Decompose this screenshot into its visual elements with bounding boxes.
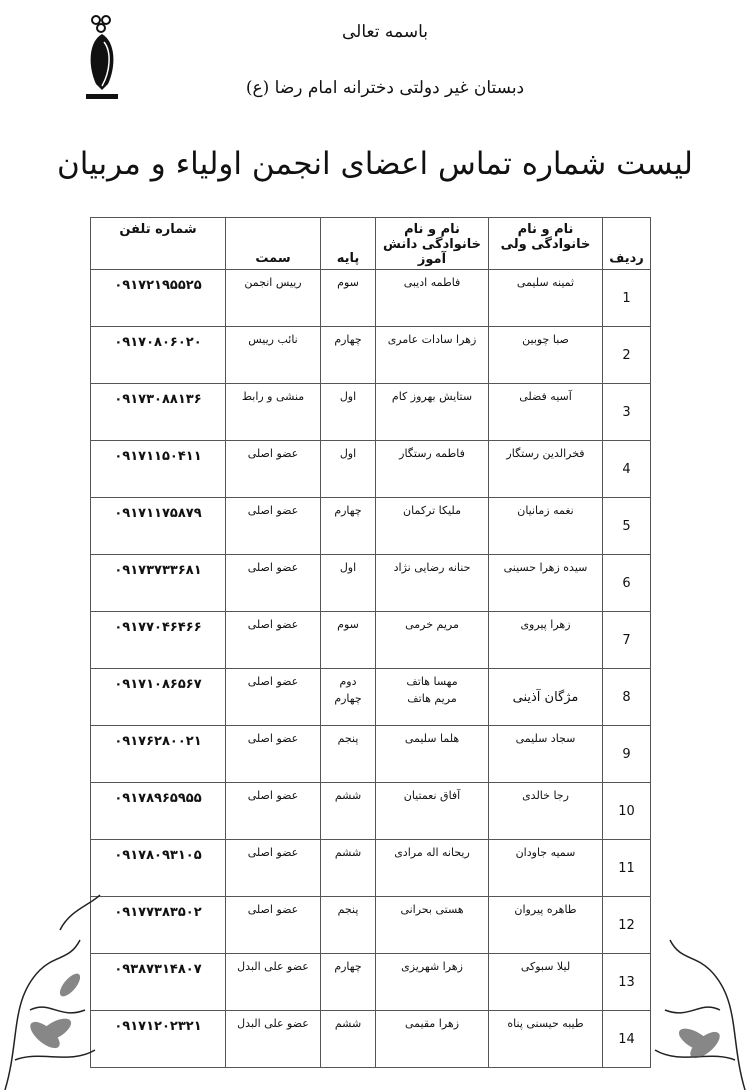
parent-name-cell bbox=[489, 783, 603, 840]
student-name-cell bbox=[376, 840, 489, 897]
table-row bbox=[91, 441, 651, 498]
parent-name-cell bbox=[489, 612, 603, 669]
row-number-cell bbox=[603, 270, 651, 327]
parent-name-cell-text: ثمینه سلیمی bbox=[516, 276, 575, 289]
student-name-cell bbox=[376, 783, 489, 840]
role-cell-text: عضو اصلی bbox=[247, 903, 299, 916]
student-name-cell-text: زهرا شهریزی bbox=[401, 960, 463, 973]
role-cell-text: منشی و رابط bbox=[241, 390, 305, 403]
student-name-cell bbox=[376, 384, 489, 441]
parent-name-cell-text: سیده زهرا حسینی bbox=[503, 561, 588, 574]
grade-cell-text: اول bbox=[339, 447, 357, 460]
grade-cell-text: ششم bbox=[334, 1017, 362, 1030]
student-name-cell bbox=[376, 498, 489, 555]
student-name-cell-text: ملیکا ترکمان bbox=[403, 504, 461, 517]
student-name-cell-text: ستایش بهروز کام bbox=[391, 390, 473, 403]
phone-cell-text: ۰۹۱۷۷۳۸۳۵۰۲ bbox=[114, 905, 202, 920]
grade-cell bbox=[321, 441, 376, 498]
role-cell-text: عضو اصلی bbox=[247, 789, 299, 802]
parent-name-cell-text: آسیه فضلی bbox=[519, 390, 572, 403]
role-cell-text: عضو اصلی bbox=[247, 732, 299, 745]
row-number-cell-text: 8 bbox=[622, 689, 631, 705]
school-name: دبستان غیر دولتی دخترانه امام رضا (ع) bbox=[245, 78, 525, 98]
role-cell-text: نائب رییس bbox=[248, 333, 298, 346]
table-row bbox=[91, 327, 651, 384]
grade-cell-text: پنجم bbox=[337, 903, 359, 916]
row-number-cell bbox=[603, 669, 651, 726]
table-row bbox=[91, 612, 651, 669]
row-number-cell-text: 14 bbox=[618, 1031, 635, 1047]
student-name-cell bbox=[376, 1011, 489, 1068]
role-cell-text: عضو اصلی bbox=[247, 504, 299, 517]
parent-name-cell bbox=[489, 840, 603, 897]
header-role: سمت bbox=[226, 218, 321, 270]
student-name-cell-text: هستی بحرانی bbox=[400, 903, 464, 916]
grade-cell bbox=[321, 840, 376, 897]
phone-cell bbox=[91, 783, 226, 840]
role-cell-text: عضو اصلی bbox=[247, 618, 299, 631]
grade-cell-text: چهارم bbox=[334, 333, 362, 346]
parent-name-cell-text: فخرالدین رستگار bbox=[506, 447, 585, 460]
row-number-cell-text: 4 bbox=[622, 461, 631, 477]
student-name-cell-text: مریم خرمی bbox=[405, 618, 459, 631]
row-number-cell-text: 5 bbox=[622, 518, 631, 534]
parent-name-cell bbox=[489, 441, 603, 498]
floral-decoration-left bbox=[0, 890, 110, 1090]
role-cell bbox=[226, 270, 321, 327]
grade-cell-text: دوم bbox=[339, 675, 357, 688]
header-student-name: نام و نام خانوادگی دانش آموز bbox=[376, 218, 489, 270]
phone-cell bbox=[91, 1011, 226, 1068]
grade-cell bbox=[321, 897, 376, 954]
row-number-cell bbox=[603, 726, 651, 783]
role-cell bbox=[226, 384, 321, 441]
table-row bbox=[91, 384, 651, 441]
row-number-cell bbox=[603, 327, 651, 384]
table-row bbox=[91, 498, 651, 555]
parent-name-cell bbox=[489, 555, 603, 612]
phone-cell bbox=[91, 954, 226, 1011]
phone-cell bbox=[91, 669, 226, 726]
grade-cell bbox=[321, 327, 376, 384]
role-cell bbox=[226, 327, 321, 384]
role-cell-text: عضو اصلی bbox=[247, 675, 299, 688]
grade-cell-text: پنجم bbox=[337, 732, 359, 745]
role-cell bbox=[226, 441, 321, 498]
table-row bbox=[91, 783, 651, 840]
grade-cell bbox=[321, 384, 376, 441]
student-name-cell-text: ریحانه اله مرادی bbox=[394, 846, 470, 859]
grade-cell bbox=[321, 726, 376, 783]
role-cell bbox=[226, 1011, 321, 1068]
row-number-cell bbox=[603, 384, 651, 441]
role-cell bbox=[226, 954, 321, 1011]
student-name-cell-text: هلما سلیمی bbox=[404, 732, 460, 745]
parent-name-cell-text: طیبه حیسنی پناه bbox=[507, 1017, 584, 1030]
parent-name-cell-text: طاهره پیروان bbox=[514, 903, 577, 916]
student-name-cell bbox=[376, 954, 489, 1011]
parent-name-cell bbox=[489, 270, 603, 327]
student-name-cell-text: حنانه رضایی نژاد bbox=[393, 561, 471, 574]
grade-cell bbox=[321, 555, 376, 612]
phone-cell-text: ۰۹۱۷۳۷۳۳۶۸۱ bbox=[114, 563, 202, 578]
table-row bbox=[91, 669, 651, 726]
role-cell bbox=[226, 669, 321, 726]
grade-cell bbox=[321, 612, 376, 669]
parent-name-cell-text: سمیه جاودان bbox=[515, 846, 576, 859]
parent-name-cell-text: نغمه زمانیان bbox=[517, 504, 574, 517]
student-name-cell bbox=[376, 612, 489, 669]
floral-decoration-right bbox=[640, 890, 750, 1090]
parent-name-cell bbox=[489, 954, 603, 1011]
table-row bbox=[91, 726, 651, 783]
row-number-cell-text: 7 bbox=[622, 632, 631, 648]
phone-cell-text: ۰۹۱۷۷۰۴۶۴۶۶ bbox=[114, 620, 202, 635]
role-cell bbox=[226, 726, 321, 783]
student-name-cell bbox=[376, 726, 489, 783]
grade-cell-text: سوم bbox=[337, 618, 359, 631]
phone-cell-text: ۰۹۱۷۱۰۸۶۵۶۷ bbox=[114, 677, 202, 692]
grade-cell-text: ششم bbox=[334, 789, 362, 802]
grade-cell bbox=[321, 1011, 376, 1068]
grade-cell bbox=[321, 270, 376, 327]
row-number-cell bbox=[603, 840, 651, 897]
grade-cell-text: چهارم bbox=[334, 960, 362, 973]
row-number-cell-text: 1 bbox=[622, 290, 631, 306]
header-grade: پایه bbox=[321, 218, 376, 270]
basmala: باسمه تعالی bbox=[342, 22, 428, 42]
table-row bbox=[91, 1011, 651, 1068]
role-cell bbox=[226, 897, 321, 954]
grade-cell bbox=[321, 498, 376, 555]
student-name-cell bbox=[376, 270, 489, 327]
row-number-cell bbox=[603, 612, 651, 669]
role-cell-text: عضو علی البدل bbox=[237, 960, 309, 973]
phone-cell bbox=[91, 384, 226, 441]
phone-cell bbox=[91, 270, 226, 327]
student-name-cell bbox=[376, 555, 489, 612]
row-number-cell-text: 2 bbox=[622, 347, 631, 363]
parent-name-cell-text: صبا چوبین bbox=[522, 333, 569, 346]
role-cell-text: عضو اصلی bbox=[247, 846, 299, 859]
role-cell-text: رییس انجمن bbox=[244, 276, 302, 289]
phone-cell bbox=[91, 897, 226, 954]
header-phone: شماره تلفن bbox=[91, 218, 226, 270]
table-row bbox=[91, 954, 651, 1011]
table-row bbox=[91, 897, 651, 954]
student-name-cell-text: فاطمه رستگار bbox=[399, 447, 465, 460]
parent-name-cell bbox=[489, 897, 603, 954]
student-name-cell-text: مهسا هاتف bbox=[406, 675, 458, 688]
role-cell bbox=[226, 783, 321, 840]
phone-cell bbox=[91, 840, 226, 897]
phone-cell bbox=[91, 726, 226, 783]
student-name-cell bbox=[376, 897, 489, 954]
row-number-cell-text: 12 bbox=[618, 917, 635, 933]
contacts-table bbox=[90, 217, 651, 1068]
phone-cell-text: ۰۹۱۷۰۸۰۶۰۲۰ bbox=[114, 335, 202, 350]
phone-cell-text: ۰۹۱۷۳۰۸۸۱۳۶ bbox=[114, 392, 202, 407]
student-name-cell-text-2: مریم هاتف bbox=[407, 692, 457, 705]
grade-cell bbox=[321, 669, 376, 726]
grade-cell-text: ششم bbox=[334, 846, 362, 859]
role-cell-text: عضو اصلی bbox=[247, 561, 299, 574]
phone-cell bbox=[91, 498, 226, 555]
student-name-cell-text: آفاق نعمتیان bbox=[403, 789, 461, 802]
phone-cell-text: ۰۹۱۷۸۹۶۵۹۵۵ bbox=[114, 791, 202, 806]
role-cell bbox=[226, 612, 321, 669]
role-cell bbox=[226, 555, 321, 612]
phone-cell-text: ۰۹۱۷۱۱۷۵۸۷۹ bbox=[114, 506, 202, 521]
row-number-cell-text: 3 bbox=[622, 404, 631, 420]
page-title: لیست شماره تماس اعضای انجمن اولیاء و مربیان bbox=[56, 146, 693, 182]
student-name-cell-text: زهرا سادات عامری bbox=[387, 333, 477, 346]
table-row bbox=[91, 270, 651, 327]
grade-cell-text: سوم bbox=[337, 276, 359, 289]
table-row bbox=[91, 555, 651, 612]
role-cell bbox=[226, 498, 321, 555]
grade-cell-text: اول bbox=[339, 561, 357, 574]
phone-cell bbox=[91, 612, 226, 669]
phone-cell-text: ۰۹۱۷۸۰۹۳۱۰۵ bbox=[114, 848, 202, 863]
grade-cell-text: چهارم bbox=[334, 504, 362, 517]
phone-cell bbox=[91, 555, 226, 612]
student-name-cell bbox=[376, 441, 489, 498]
parent-name-cell-text: مژگان آذینی bbox=[512, 689, 579, 705]
parent-name-cell bbox=[489, 726, 603, 783]
row-number-cell-text: 13 bbox=[618, 974, 635, 990]
parent-name-cell-text: لیلا سبوکی bbox=[520, 960, 571, 973]
student-name-cell-text: زهرا مقیمی bbox=[404, 1017, 460, 1030]
row-number-cell-text: 6 bbox=[622, 575, 631, 591]
grade-cell-text-2: چهارم bbox=[334, 692, 362, 705]
phone-cell-text: ۰۹۱۷۱۲۰۲۳۲۱ bbox=[114, 1019, 202, 1034]
parent-name-cell bbox=[489, 669, 603, 726]
grade-cell bbox=[321, 783, 376, 840]
parent-name-cell-text: زهرا پیروی bbox=[520, 618, 571, 631]
row-number-cell-text: 11 bbox=[618, 860, 635, 876]
parent-name-cell-text: سجاد سلیمی bbox=[515, 732, 576, 745]
table-header-row bbox=[91, 218, 651, 270]
row-number-cell-text: 10 bbox=[618, 803, 635, 819]
role-cell bbox=[226, 840, 321, 897]
parent-name-cell bbox=[489, 384, 603, 441]
parent-name-cell-text: رجا خالدی bbox=[522, 789, 569, 802]
role-cell-text: عضو اصلی bbox=[247, 447, 299, 460]
phone-cell-text: ۰۹۱۷۶۲۸۰۰۲۱ bbox=[114, 734, 202, 749]
student-name-cell bbox=[376, 669, 489, 726]
parent-name-cell bbox=[489, 498, 603, 555]
table-row bbox=[91, 840, 651, 897]
student-name-cell bbox=[376, 327, 489, 384]
parent-name-cell bbox=[489, 1011, 603, 1068]
phone-cell bbox=[91, 441, 226, 498]
role-cell-text: عضو علی البدل bbox=[237, 1017, 309, 1030]
phone-cell-text: ۰۹۱۷۱۱۵۰۴۱۱ bbox=[114, 449, 202, 464]
grade-cell-text: اول bbox=[339, 390, 357, 403]
grade-cell bbox=[321, 954, 376, 1011]
row-number-cell-text: 9 bbox=[622, 746, 631, 762]
row-number-cell bbox=[603, 555, 651, 612]
row-number-cell bbox=[603, 498, 651, 555]
parent-name-cell bbox=[489, 327, 603, 384]
phone-cell bbox=[91, 327, 226, 384]
header-row-number: ردیف bbox=[603, 218, 651, 270]
phone-cell-text: ۰۹۳۸۷۳۱۴۸۰۷ bbox=[114, 962, 202, 977]
phone-cell-text: ۰۹۱۷۲۱۹۵۵۲۵ bbox=[114, 278, 202, 293]
row-number-cell bbox=[603, 441, 651, 498]
row-number-cell bbox=[603, 783, 651, 840]
student-name-cell-text: فاطمه ادیبی bbox=[403, 276, 461, 289]
header-parent-name: نام و نام خانوادگی ولی bbox=[489, 218, 603, 270]
